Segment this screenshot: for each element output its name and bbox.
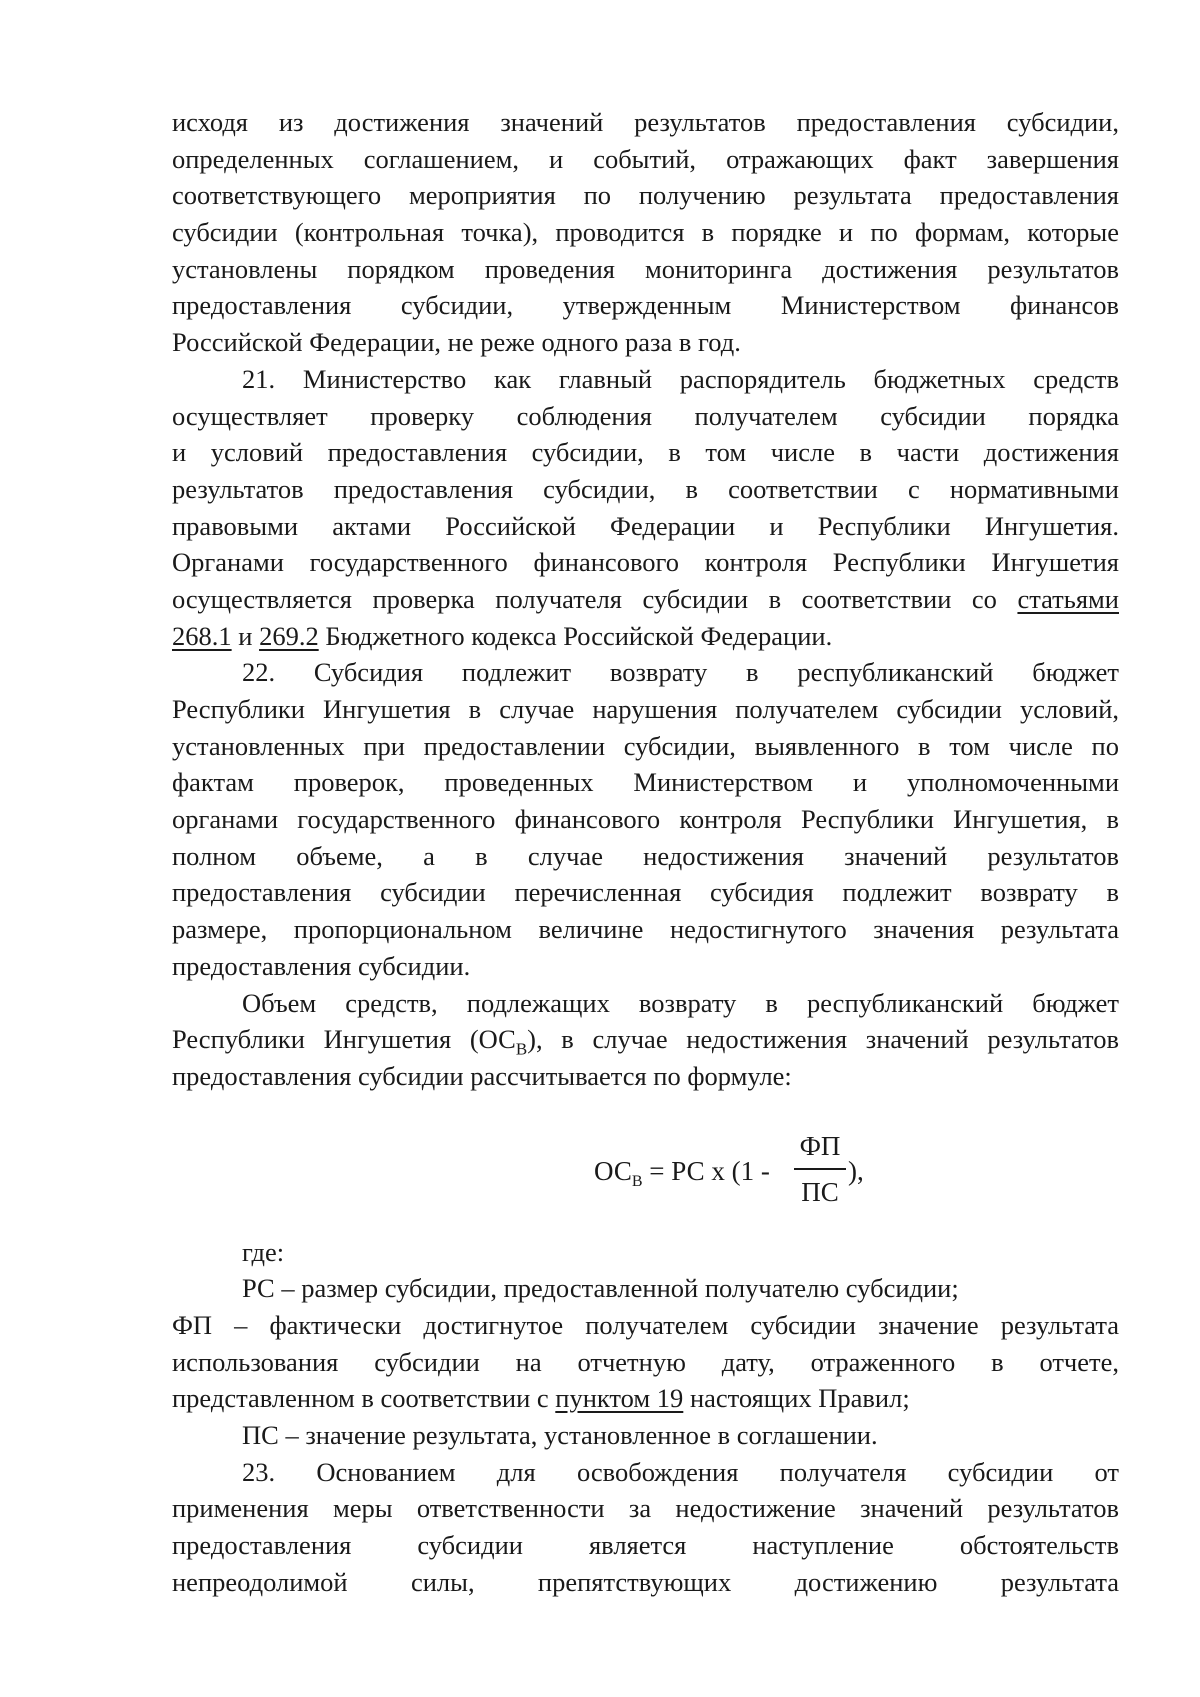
text-line: органами государственного финансового контроля Республики Ингушетия, в [172,804,1119,834]
text-line-with-links: 268.1 и 269.2 Бюджетного кодекса Российской Федерации. [172,621,833,651]
text-line-with-link: осуществляется проверка получателя субсидии в соответствии со статьями [172,584,1119,614]
text-line: осуществляет проверку соблюдения получателем субсидии порядка [172,401,1119,431]
text-line: определенных соглашением, и событий, отражающих факт завершения [172,144,1119,174]
paragraph-21-first-line: 21. Министерство как главный распорядитель бюджетных средств [242,364,1119,394]
text-line: использования субсидии на отчетную дату, отраженного в отчете, [172,1347,1119,1377]
text-line: установлены порядком проведения мониторинга достижения результатов [172,254,1119,284]
link-statyami[interactable]: статьями [1017,584,1119,614]
text-line: предоставления субсидии является наступление обстоятельств [172,1530,1119,1560]
paragraph-23-first-line: 23. Основанием для освобождения получателя субсидии от [242,1457,1119,1487]
formula-denominator: ПС [801,1177,839,1207]
text-line: полном объеме, а в случае недостижения значений результатов [172,841,1119,871]
refund-formula [594,1126,894,1226]
where-label: где: [242,1237,285,1267]
text-line: Республики Ингушетия в случае нарушения получателем субсидии условий, [172,694,1119,724]
text-line: результатов предоставления субсидии, в соответствии с нормативными [172,474,1119,504]
text-line: Объем средств, подлежащих возврату в республиканский бюджет [242,988,1119,1018]
formula-fraction [794,1126,846,1212]
fraction-bar [794,1168,846,1170]
text-line: предоставления субсидии. [172,951,471,981]
definition-ps: ПС – значение результата, установленное в соглашении. [242,1420,878,1450]
text-line: установленных при предоставлении субсидии, выявленного в том числе по [172,731,1119,761]
text-line: субсидии (контрольная точка), проводится в порядке и по формам, которые [172,217,1119,247]
text-line: предоставления субсидии рассчитывается по формуле: [172,1061,792,1091]
text-line: предоставления субсидии перечисленная субсидия подлежит возврату в [172,877,1119,907]
text-line: размере, пропорциональном величине недостигнутого значения результата [172,914,1119,944]
text-line-with-subscript: Республики Ингушетия $(ОС_В)$, в случае недостижения значений результатов [172,1024,1119,1059]
text-line: Российской Федерации, не реже одного раза в год. [172,327,741,357]
formula-rhs: ), [848,1156,864,1186]
link-269-2[interactable]: 269.2 [259,621,319,651]
text-line: непреодолимой силы, препятствующих достижению результата [172,1567,1119,1597]
text-line: исходя из достижения значений результатов предоставления субсидии, [172,107,1119,137]
text-line: фактам проверок, проведенных Министерством и уполномоченными [172,767,1119,797]
link-punkt-19[interactable]: пунктом 19 [555,1383,684,1413]
text-line: предоставления субсидии, утвержденным Министерством финансов [172,290,1119,320]
definition-fp: ФП – фактически достигнутое получателем субсидии значение результата [172,1310,1119,1340]
text-line: и условий предоставления субсидии, в том числе в части достижения [172,437,1119,467]
paragraph-22-first-line: 22. Субсидия подлежит возврату в республиканский бюджет [242,657,1119,687]
text-line: применения меры ответственности за недостижение значений результатов [172,1493,1119,1523]
text-line-with-link: представленном в соответствии с пунктом 19 настоящих Правил; [172,1383,910,1413]
formula-numerator: ФП [799,1131,841,1161]
formula-lhs: $ОС_В$ = РС х (1 - [594,1156,770,1190]
text-line: Органами государственного финансового контроля Республики Ингушетия [172,547,1119,577]
definition-rs: РС – размер субсидии, предоставленной получателю субсидии; [242,1273,959,1303]
link-268-1[interactable]: 268.1 [172,621,232,651]
text-line: правовыми актами Российской Федерации и Республики Ингушетия. [172,511,1119,541]
text-line: соответствующего мероприятия по получению результата предоставления [172,180,1119,210]
